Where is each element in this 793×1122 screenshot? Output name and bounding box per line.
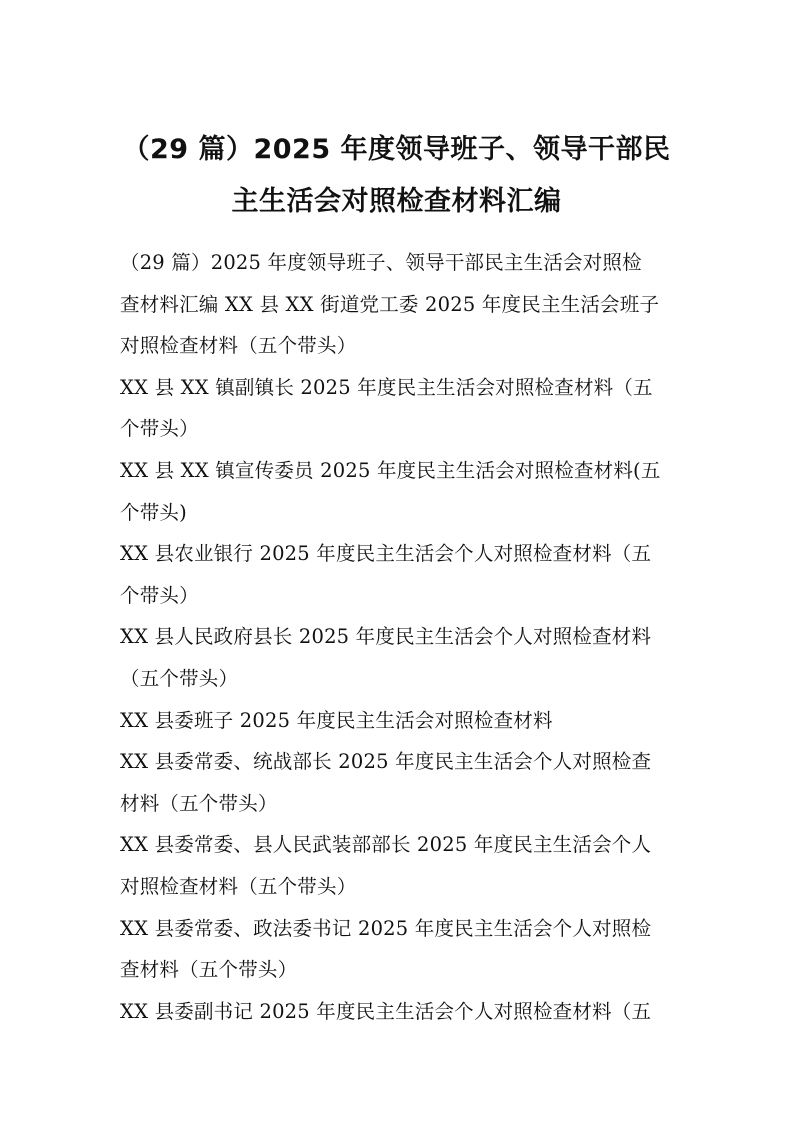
body-line: 查材料（五个带头） [120,958,298,982]
body-line: XX 县委班子 2025 年度民主生活会对照检查材料 [120,708,553,732]
body-line: 查材料汇编 XX 县 XX 街道党工委 2025 年度民主生活会班子 [120,292,660,316]
body-line: XX 县委副书记 2025 年度民主生活会个人对照检查材料（五 [120,999,652,1023]
body-line: XX 县委常委、县人民武装部部长 2025 年度民主生活会个人 [120,833,652,857]
document-title [100,124,693,228]
body-line: XX 县委常委、政法委书记 2025 年度民主生活会个人对照检 [120,916,652,940]
body-line: XX 县委常委、统战部长 2025 年度民主生活会个人对照检查 [120,750,652,774]
document-body [120,242,676,1032]
body-line: XX 县人民政府县长 2025 年度民主生活会个人对照检查材料 [120,625,652,649]
title-line-1: （29 篇）2025 年度领导班子、领导干部民 [122,134,671,165]
body-line: 对照检查材料（五个带头） [120,334,357,358]
body-line: 对照检查材料（五个带头） [120,874,357,898]
body-line: XX 县 XX 镇宣传委员 2025 年度民主生活会对照检查材料(五 [120,458,661,482]
body-line: 个带头） [120,417,199,441]
body-line: （29 篇）2025 年度领导班子、领导干部民主生活会对照检 [120,251,642,274]
body-line: 个带头) [120,500,187,524]
body-line: 材料（五个带头） [120,791,278,815]
body-line: 个带头） [120,583,199,607]
body-line: XX 县农业银行 2025 年度民主生活会个人对照检查材料（五 [120,542,652,566]
title-line-2: 主生活会对照检查材料汇编 [231,186,562,217]
body-line: （五个带头） [120,666,239,690]
body-line: XX 县 XX 镇副镇长 2025 年度民主生活会对照检查材料（五 [120,375,653,399]
